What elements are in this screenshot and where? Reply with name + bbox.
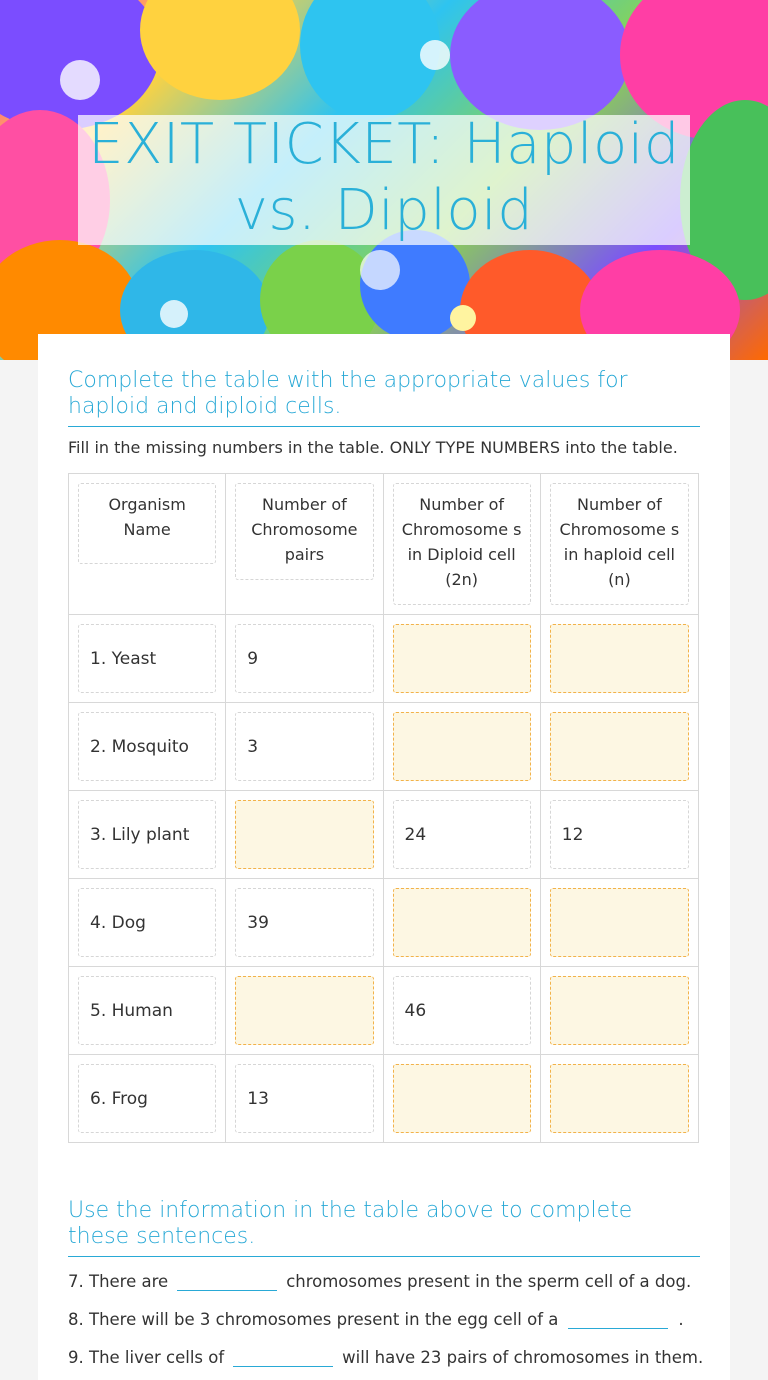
- chromosome-table: [68, 473, 699, 1143]
- organism-name: 2. Mosquito: [78, 712, 216, 781]
- pairs-input[interactable]: [235, 976, 373, 1045]
- decor-blob: [420, 40, 450, 70]
- haploid-input[interactable]: [550, 1064, 689, 1133]
- page-title: EXIT TICKET: Haploid vs. Diploid: [88, 112, 680, 243]
- pairs-input[interactable]: [235, 800, 373, 869]
- table-cell: [226, 791, 383, 878]
- table-cell: [541, 791, 698, 878]
- decor-blob: [360, 250, 400, 290]
- organism-name: 3. Lily plant: [78, 800, 216, 869]
- diploid-value: 46: [393, 976, 531, 1045]
- header-pairs: Number of Chromosome pairs: [235, 483, 373, 580]
- table-cell: [226, 1055, 383, 1142]
- table-cell: [69, 967, 226, 1054]
- table-row: [69, 615, 698, 703]
- table-row: [69, 967, 698, 1055]
- diploid-input[interactable]: [393, 1064, 531, 1133]
- blank-input[interactable]: [568, 1311, 668, 1329]
- table-cell: [541, 1055, 698, 1142]
- table-cell: [69, 791, 226, 878]
- table-cell: [541, 703, 698, 790]
- header-cell: [69, 474, 226, 614]
- sentence-text: 7. There are: [68, 1272, 169, 1291]
- section-heading-sentences: Use the information in the table above to complete these sentences.: [68, 1198, 700, 1257]
- pairs-value: 39: [235, 888, 373, 957]
- sentence-8: [68, 1310, 684, 1329]
- table-cell: [541, 615, 698, 702]
- table-cell: [541, 879, 698, 966]
- table-row: [69, 879, 698, 967]
- decor-blob: [450, 305, 476, 331]
- table-cell: [384, 879, 541, 966]
- sentence-9: [68, 1348, 703, 1367]
- haploid-input[interactable]: [550, 712, 689, 781]
- pairs-value: 3: [235, 712, 373, 781]
- header-haploid: Number of Chromosome s in haploid cell (n): [550, 483, 689, 605]
- decor-blob: [140, 0, 300, 100]
- table-cell: [384, 791, 541, 878]
- table-cell: [384, 1055, 541, 1142]
- table-cell: [69, 703, 226, 790]
- table-instructions: Fill in the missing numbers in the table. ONLY TYPE NUMBERS into the table.: [68, 438, 678, 457]
- worksheet-card: [38, 334, 730, 1380]
- decor-blob: [160, 300, 188, 328]
- header-cell: [226, 474, 383, 614]
- table-header-row: [69, 474, 698, 615]
- haploid-input[interactable]: [550, 976, 689, 1045]
- table-row: [69, 791, 698, 879]
- diploid-input[interactable]: [393, 888, 531, 957]
- haploid-input[interactable]: [550, 624, 689, 693]
- table-cell: [69, 879, 226, 966]
- table-cell: [384, 615, 541, 702]
- decor-blob: [450, 0, 630, 130]
- haploid-value: 12: [550, 800, 689, 869]
- sentence-text: 8. There will be 3 chromosomes present in the egg cell of a: [68, 1310, 559, 1329]
- table-cell: [384, 967, 541, 1054]
- sentence-text: chromosomes present in the sperm cell of a dog.: [286, 1272, 692, 1291]
- diploid-input[interactable]: [393, 624, 531, 693]
- section-heading-table: Complete the table with the appropriate values for haploid and diploid cells.: [68, 368, 700, 427]
- table-cell: [226, 879, 383, 966]
- sentence-text: 9. The liver cells of: [68, 1348, 225, 1367]
- blank-input[interactable]: [177, 1273, 277, 1291]
- sentence-text: .: [678, 1310, 684, 1329]
- table-cell: [69, 1055, 226, 1142]
- diploid-value: 24: [393, 800, 531, 869]
- header-cell: [384, 474, 541, 614]
- table-cell: [69, 615, 226, 702]
- header-cell: [541, 474, 698, 614]
- organism-name: 1. Yeast: [78, 624, 216, 693]
- table-cell: [226, 703, 383, 790]
- organism-name: 4. Dog: [78, 888, 216, 957]
- table-cell: [226, 615, 383, 702]
- header-banner: [0, 0, 768, 360]
- pairs-value: 9: [235, 624, 373, 693]
- header-organism: Organism Name: [78, 483, 216, 564]
- header-diploid: Number of Chromosome s in Diploid cell (2n): [393, 483, 531, 605]
- table-cell: [541, 967, 698, 1054]
- table-cell: [384, 703, 541, 790]
- pairs-value: 13: [235, 1064, 373, 1133]
- blank-input[interactable]: [233, 1349, 333, 1367]
- sentence-text: will have 23 pairs of chromosomes in them.: [342, 1348, 704, 1367]
- organism-name: 6. Frog: [78, 1064, 216, 1133]
- haploid-input[interactable]: [550, 888, 689, 957]
- decor-blob: [60, 60, 100, 100]
- table-row: [69, 1055, 698, 1142]
- decor-blob: [300, 0, 440, 120]
- table-cell: [226, 967, 383, 1054]
- table-row: [69, 703, 698, 791]
- organism-name: 5. Human: [78, 976, 216, 1045]
- sentence-7: [68, 1272, 691, 1291]
- diploid-input[interactable]: [393, 712, 531, 781]
